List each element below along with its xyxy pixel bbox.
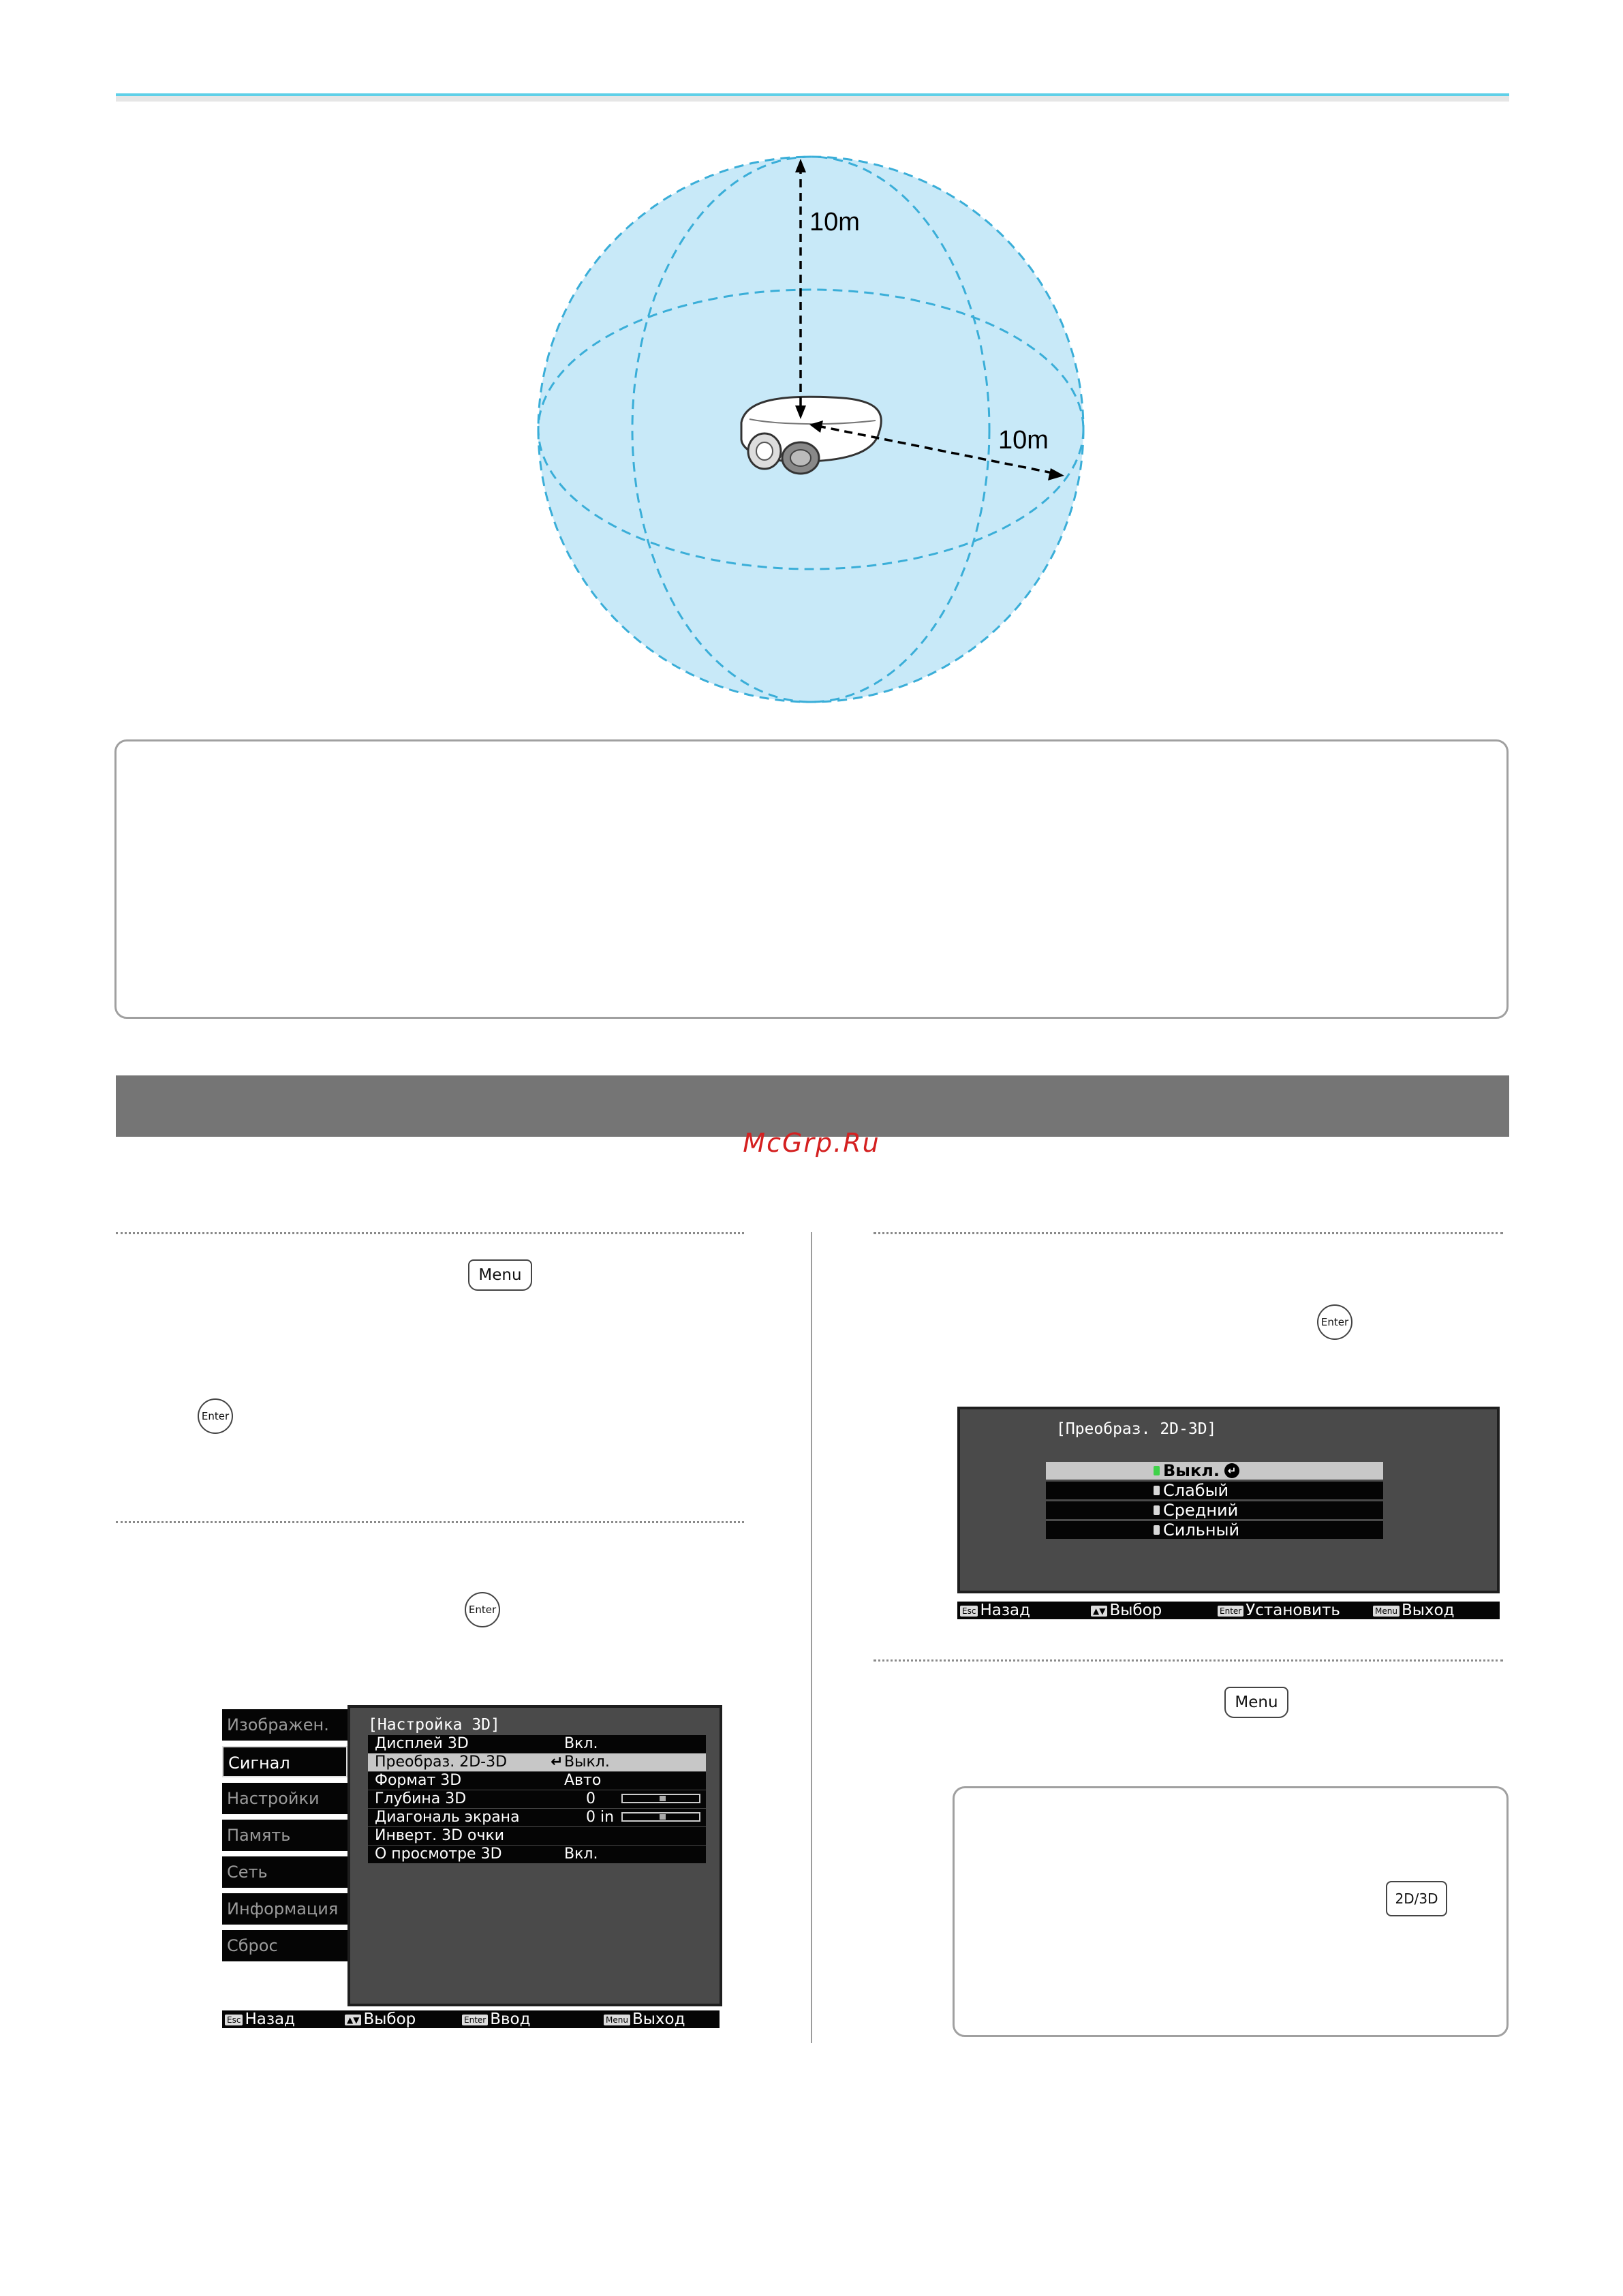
option-label: Слабый <box>1163 1481 1229 1500</box>
menu-category-reset[interactable]: Сброс <box>222 1930 347 1961</box>
footer-back-label: Назад <box>980 1602 1031 1619</box>
setting-row[interactable] <box>368 1827 706 1845</box>
arrow-keys-icon: ▲▼ <box>1091 1606 1107 1617</box>
setting-label: Формат 3D <box>375 1772 462 1789</box>
menu-panel <box>957 1407 1500 1593</box>
enter-mark-icon: ↵ <box>551 1754 563 1771</box>
enter-key-icon: Enter <box>198 1398 233 1434</box>
setting-label: Диагональ экрана <box>375 1809 520 1826</box>
footer-select-label: Выбор <box>1109 1602 1162 1619</box>
submenu-title: [Настройка 3D] <box>368 1716 500 1734</box>
esc-key-icon: Esc <box>960 1606 978 1617</box>
setting-row[interactable] <box>368 1809 706 1826</box>
menu-key-icon: Menu <box>1224 1687 1288 1718</box>
enter-key-icon: Enter <box>1218 1606 1243 1617</box>
setting-value: Вкл. <box>564 1846 598 1863</box>
footer-select-label: Выбор <box>363 2010 416 2028</box>
footer-back-label: Назад <box>245 2010 296 2028</box>
step-divider <box>874 1232 1503 1234</box>
menu-category-picture[interactable]: Изображен. <box>222 1709 347 1741</box>
setting-row[interactable] <box>368 1772 706 1790</box>
setting-value: 0 <box>586 1790 596 1807</box>
enter-mark-icon: ↵ <box>1224 1463 1239 1478</box>
setting-label: Преобраз. 2D-3D <box>375 1754 508 1771</box>
step-divider <box>116 1232 744 1234</box>
menu-footer <box>222 2010 720 2028</box>
enter-key-icon: Enter <box>462 2015 488 2025</box>
menu-key-icon: Menu <box>468 1259 532 1291</box>
option-high[interactable] <box>1046 1521 1383 1539</box>
footer-set-label: Установить <box>1246 1602 1340 1619</box>
setting-value: Выкл. <box>564 1754 610 1771</box>
menu-footer <box>957 1602 1500 1619</box>
2d3d-key-icon: 2D/3D <box>1386 1881 1447 1916</box>
horizontal-radius-label: 10m <box>998 426 1049 455</box>
vertical-radius-label: 10m <box>809 208 860 236</box>
depth-slider[interactable] <box>621 1794 700 1803</box>
setting-label: Инверт. 3D очки <box>375 1827 505 1844</box>
enter-key-icon: Enter <box>1317 1304 1352 1340</box>
enter-key-icon: Enter <box>465 1592 500 1627</box>
option-label: Выкл. <box>1163 1461 1220 1480</box>
menu-category-network[interactable]: Сеть <box>222 1856 347 1888</box>
header-rule <box>116 93 1509 102</box>
esc-key-icon: Esc <box>225 2015 243 2025</box>
setting-label: Глубина 3D <box>375 1790 467 1807</box>
step-divider <box>116 1521 744 1523</box>
step-divider <box>874 1659 1503 1662</box>
setting-label: О просмотре 3D <box>375 1846 502 1863</box>
option-label: Сильный <box>1163 1520 1240 1540</box>
radio-indicator <box>1154 1505 1160 1515</box>
arrow-keys-icon: ▲▼ <box>345 2015 361 2025</box>
radio-indicator <box>1154 1466 1160 1475</box>
menu-key-icon: Menu <box>604 2015 630 2025</box>
option-low[interactable] <box>1046 1482 1383 1499</box>
setting-label: Дисплей 3D <box>375 1735 469 1752</box>
setting-value: 0 in <box>586 1809 615 1826</box>
setting-row[interactable] <box>368 1846 706 1863</box>
footer-exit-label: Выход <box>1401 1602 1455 1619</box>
menu-category-info[interactable]: Информация <box>222 1893 347 1925</box>
radio-indicator <box>1154 1525 1160 1535</box>
footer-enter-label: Ввод <box>490 2010 531 2028</box>
setting-value: Вкл. <box>564 1735 598 1752</box>
setting-value: Авто <box>564 1772 602 1789</box>
setting-row[interactable] <box>368 1735 706 1753</box>
option-off[interactable] <box>1046 1462 1383 1480</box>
screen-size-slider[interactable] <box>621 1812 700 1822</box>
menu-key-icon: Menu <box>1373 1606 1400 1617</box>
setting-row[interactable] <box>368 1790 706 1808</box>
setting-row-selected[interactable] <box>368 1754 706 1771</box>
note-box <box>114 739 1509 1019</box>
radio-indicator <box>1154 1486 1160 1495</box>
watermark: McGrp.Ru <box>743 1128 880 1158</box>
submenu-title: [Преобраз. 2D-3D] <box>1056 1420 1217 1438</box>
column-separator <box>811 1232 812 2043</box>
option-label: Средний <box>1163 1501 1239 1520</box>
menu-category-settings[interactable]: Настройки <box>222 1783 347 1814</box>
menu-category-memory[interactable]: Память <box>222 1820 347 1851</box>
menu-category-signal[interactable]: Сигнал <box>222 1746 347 1777</box>
footer-exit-label: Выход <box>632 2010 685 2028</box>
option-medium[interactable] <box>1046 1501 1383 1519</box>
range-sphere-illustration <box>525 153 1097 719</box>
